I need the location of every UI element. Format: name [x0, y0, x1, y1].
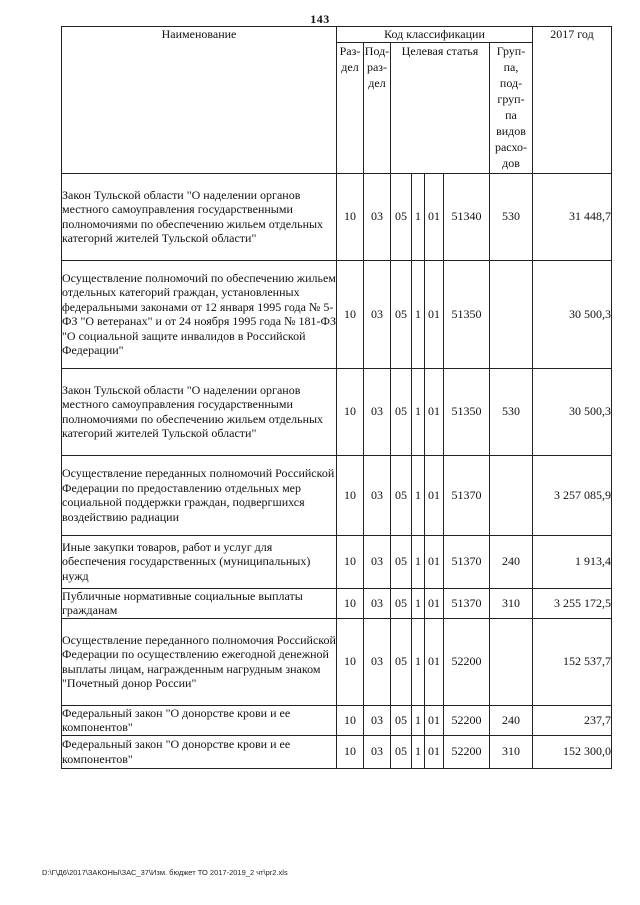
row-target-3: 01: [425, 535, 444, 588]
row-podrazdel: 03: [364, 173, 391, 260]
row-name: Публичные нормативные социальные выплаты гражданам: [62, 588, 337, 618]
table-row: [62, 173, 612, 260]
row-target-3: 01: [425, 173, 444, 260]
row-target-4: 51350: [444, 260, 490, 368]
row-target-4: 52200: [444, 735, 490, 768]
row-target-1: 05: [391, 705, 412, 735]
row-amount: 237,7: [533, 705, 612, 735]
row-target-4: 52200: [444, 705, 490, 735]
row-razdel: 10: [337, 173, 364, 260]
table-row: [62, 368, 612, 455]
row-target-2: 1: [412, 588, 425, 618]
row-amount: 30 500,3: [533, 260, 612, 368]
header-razdel: Раз- дел: [337, 42, 364, 173]
row-target-4: 51370: [444, 588, 490, 618]
row-podrazdel: 03: [364, 588, 391, 618]
row-target-1: 05: [391, 588, 412, 618]
header-expense-group: Груп- па, под- груп- па видов расхо- дов: [490, 42, 533, 173]
row-amount: 31 448,7: [533, 173, 612, 260]
row-target-1: 05: [391, 260, 412, 368]
row-amount: 3 255 172,5: [533, 588, 612, 618]
row-target-2: 1: [412, 455, 425, 535]
row-name: Осуществление переданного полномочия Российской Федерации по осуществлению ежегодной денежной выплаты лицам, награжденным нагрудным знаком "Почетный донор России": [62, 618, 337, 705]
row-target-2: 1: [412, 173, 425, 260]
row-name: Иные закупки товаров, работ и услуг для обеспечения государственных (муниципальных) нужд: [62, 535, 337, 588]
row-podrazdel: 03: [364, 260, 391, 368]
row-razdel: 10: [337, 455, 364, 535]
row-target-1: 05: [391, 535, 412, 588]
row-target-4: 52200: [444, 618, 490, 705]
row-name: Осуществление полномочий по обеспечению жильем отдельных категорий граждан, установленных федеральными законами от 12 января 1995 года № 5-ФЗ "О ветеранах" и от 24 ноября 1995 года № 181-ФЗ "О социальной защите инвалидов в Российской Федерации": [62, 260, 337, 368]
row-razdel: 10: [337, 260, 364, 368]
table-row: [62, 455, 612, 535]
row-amount: 3 257 085,9: [533, 455, 612, 535]
row-group: 310: [490, 735, 533, 768]
file-path-footer: D:\Г\Д6\2017\ЗАКОНЫ\ЗАС_37\Изм. бюджет ТО 2017-2019_2 чт\pr2.xls: [42, 868, 288, 877]
header-podrazdel: Под- раз- дел: [364, 42, 391, 173]
row-target-2: 1: [412, 260, 425, 368]
row-amount: 1 913,4: [533, 535, 612, 588]
row-amount: 30 500,3: [533, 368, 612, 455]
row-group: [490, 260, 533, 368]
table-row: [62, 618, 612, 705]
table-row: [62, 260, 612, 368]
header-year: 2017 год: [533, 27, 612, 174]
row-podrazdel: 03: [364, 455, 391, 535]
row-podrazdel: 03: [364, 535, 391, 588]
row-group: 240: [490, 535, 533, 588]
row-name: Закон Тульской области "О наделении органов местного самоуправления государственными полномочиями по обеспечению жильем отдельных категорий жителей Тульской области": [62, 368, 337, 455]
row-name: Осуществление переданных полномочий Российской Федерации по предоставлению отдельных мер социальной поддержки граждан, подвергшихся воздействию радиации: [62, 455, 337, 535]
row-target-4: 51340: [444, 173, 490, 260]
row-podrazdel: 03: [364, 705, 391, 735]
table-row: [62, 588, 612, 618]
table-row: [62, 535, 612, 588]
page-number: 143: [310, 12, 330, 26]
row-target-1: 05: [391, 455, 412, 535]
row-target-3: 01: [425, 368, 444, 455]
table-row: [62, 735, 612, 768]
row-name: Закон Тульской области "О наделении органов местного самоуправления государственными полномочиями по обеспечению жильем отдельных категорий жителей Тульской области": [62, 173, 337, 260]
row-podrazdel: 03: [364, 735, 391, 768]
row-podrazdel: 03: [364, 368, 391, 455]
row-name: Федеральный закон "О донорстве крови и ее компонентов": [62, 735, 337, 768]
row-group: 240: [490, 705, 533, 735]
row-target-3: 01: [425, 455, 444, 535]
row-target-2: 1: [412, 705, 425, 735]
row-target-1: 05: [391, 735, 412, 768]
row-amount: 152 537,7: [533, 618, 612, 705]
row-group: 310: [490, 588, 533, 618]
row-target-2: 1: [412, 618, 425, 705]
row-target-3: 01: [425, 588, 444, 618]
row-target-4: 51350: [444, 368, 490, 455]
row-target-2: 1: [412, 368, 425, 455]
row-group: [490, 455, 533, 535]
row-group: [490, 618, 533, 705]
row-razdel: 10: [337, 588, 364, 618]
row-target-2: 1: [412, 535, 425, 588]
row-razdel: 10: [337, 735, 364, 768]
row-target-1: 05: [391, 618, 412, 705]
row-target-1: 05: [391, 173, 412, 260]
row-razdel: 10: [337, 535, 364, 588]
row-target-4: 51370: [444, 455, 490, 535]
row-target-3: 01: [425, 735, 444, 768]
row-target-2: 1: [412, 735, 425, 768]
header-classification: Код классификации: [337, 27, 533, 43]
row-target-4: 51370: [444, 535, 490, 588]
header-target-article: Целевая статья: [391, 42, 490, 173]
row-group: 530: [490, 368, 533, 455]
table-row: [62, 705, 612, 735]
row-target-3: 01: [425, 618, 444, 705]
row-razdel: 10: [337, 368, 364, 455]
row-name: Федеральный закон "О донорстве крови и ее компонентов": [62, 705, 337, 735]
row-razdel: 10: [337, 618, 364, 705]
row-target-1: 05: [391, 368, 412, 455]
row-razdel: 10: [337, 705, 364, 735]
row-target-3: 01: [425, 260, 444, 368]
row-group: 530: [490, 173, 533, 260]
budget-table: [61, 26, 612, 769]
row-amount: 152 300,0: [533, 735, 612, 768]
row-target-3: 01: [425, 705, 444, 735]
header-name: Наименование: [62, 27, 337, 174]
row-podrazdel: 03: [364, 618, 391, 705]
